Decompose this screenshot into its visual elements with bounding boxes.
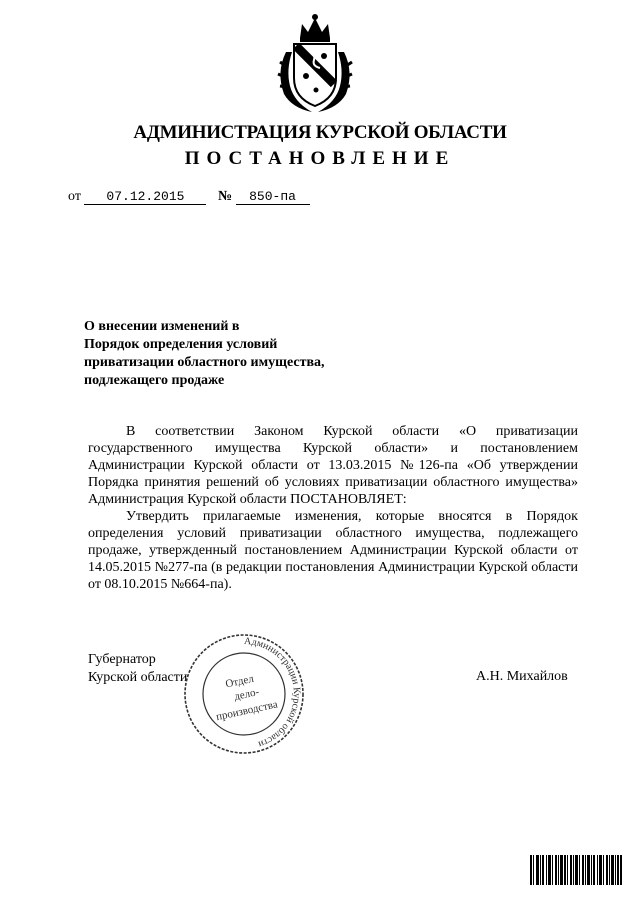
signatory-title-line: Губернатор — [88, 652, 156, 667]
stamp-center-line: производства — [214, 698, 279, 724]
subject-line: О внесении изменений в — [84, 319, 240, 334]
signatory-name: А.Н. Михайлов — [476, 669, 568, 684]
subject-line: подлежащего продаже — [84, 373, 225, 388]
document-date: 07.12.2015 — [84, 189, 206, 205]
document-body — [88, 423, 578, 593]
subject-line: Порядок определения условий — [84, 337, 278, 352]
document-number: 850-па — [236, 189, 310, 205]
number-label: № — [217, 189, 233, 204]
body-paragraph: Утвердить прилагаемые изменения, которые вносятся в Порядок определения условий приватизации областного имущества, подлежащего продаже, утвержденный постановлением Администрации Курской области от 14.05.2015 №277-па (в редакции постановления Администрации Курской области от 08.10.2015 №664-па). — [88, 509, 578, 592]
signatory-title-line: Курской области — [88, 670, 188, 685]
stamp-ring-text: Администрации Курской области — [243, 635, 303, 750]
kursk-coat-of-arms-icon — [272, 12, 358, 114]
stamp-center-line: дело- — [233, 685, 261, 703]
body-paragraph: В соответствии Законом Курской области «О приватизации государственного имущества Курской области» и постановлением Администрации Курской области от 13.03.2015 №126-па «Об утверждении Порядка принятия решений об условиях приватизации областного имущества» Администрация Курской области ПОСТАНОВЛЯЕТ: — [88, 424, 578, 507]
document-meta-line — [68, 189, 310, 205]
stamp-center-line: Отдел — [224, 672, 255, 691]
date-label: от — [68, 189, 81, 204]
signatory-title — [88, 651, 187, 687]
barcode-icon — [530, 855, 622, 885]
document-subject — [84, 318, 384, 390]
round-office-stamp-icon — [182, 632, 306, 756]
subject-line: приватизации областного имущества, — [84, 355, 325, 370]
document-type-title: ПОСТАНОВЛЕНИЕ — [184, 148, 456, 169]
organization-title: АДМИНИСТРАЦИЯ КУРСКОЙ ОБЛАСТИ — [133, 122, 507, 143]
